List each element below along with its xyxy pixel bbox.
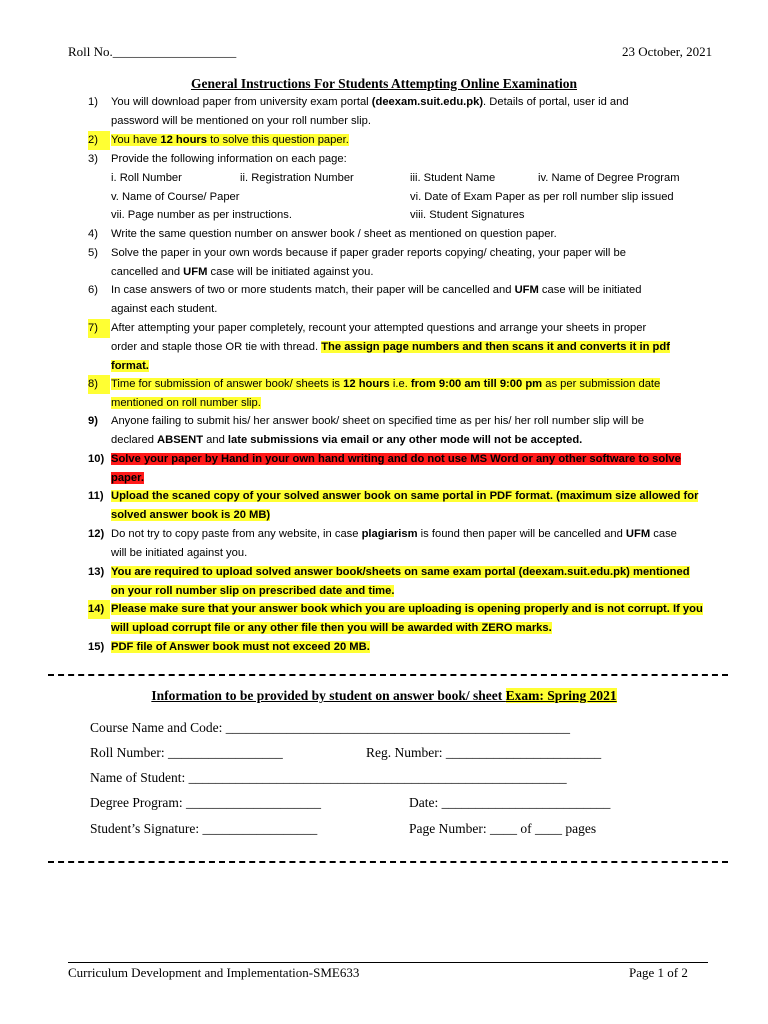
student-name-field[interactable]: Name of Student: ________________________________________________________ (90, 770, 567, 785)
info-title-text: Information to be provided by student on answer book/ sheet (151, 688, 506, 703)
text: You will download paper from university exam portal (111, 96, 372, 108)
degree-program-field[interactable]: Degree Program: ____________________ (90, 795, 321, 810)
text: ABSENT (157, 433, 204, 446)
page-number-field[interactable]: Page Number: ____ of ____ pages (409, 821, 597, 836)
text: UFM (183, 265, 208, 278)
dashed-separator (48, 674, 728, 676)
text: mentioned on roll number slip. (111, 396, 261, 409)
instruction-number: 6) (88, 284, 98, 296)
text: Time for submission of answer book/ sheets is (111, 378, 344, 390)
dashed-separator (48, 861, 728, 863)
text: cancelled and (111, 265, 184, 278)
grid-item: ii. Registration Number (240, 171, 354, 184)
text: solved answer book is 20 MB) (111, 508, 271, 521)
text: password will be mentioned on your roll number slip. (111, 114, 371, 127)
text: In case answers of two or more students match, their paper will be cancelled and (111, 284, 515, 296)
grid-item: vi. Date of Exam Paper as per roll number slip issued (410, 190, 674, 203)
instruction-number: 13) (88, 566, 105, 578)
text: declared (111, 433, 158, 446)
footer-rule (68, 962, 708, 963)
text: case will be initiated against you. (207, 265, 374, 278)
text: on your roll number slip on prescribed date and time. (111, 584, 395, 597)
date-field[interactable]: Date: _________________________ (409, 795, 611, 810)
grid-item: viii. Student Signatures (410, 209, 525, 222)
text: After attempting your paper completely, recount your attempted questions and arrange your sheets in proper (111, 322, 647, 334)
document-date: 23 October, 2021 (622, 44, 713, 59)
grid-item: i. Roll Number (111, 171, 182, 184)
text: as per submission date (542, 378, 661, 390)
document-title: General Instructions For Students Attempting Online Examination (190, 76, 578, 91)
grid-item: iv. Name of Degree Program (538, 171, 680, 184)
text: order and staple those OR tie with thread. (111, 340, 322, 353)
instruction-number: 1) (88, 96, 98, 108)
text: i.e. (389, 378, 411, 390)
instruction-number: 9) (88, 415, 98, 427)
text: Please make sure that your answer book which you are uploading is opening properly and is not corrupt. If you (111, 603, 703, 615)
signature-field[interactable]: Student’s Signature: _________________ (90, 821, 318, 836)
portal-url: (deexam.suit.edu.pk) (371, 96, 484, 108)
text: to solve this question paper. (207, 134, 349, 146)
text: UFM (625, 528, 651, 540)
course-name-field[interactable]: Course Name and Code: ___________________________________________________ (90, 720, 570, 735)
text: Anyone failing to submit his/ her answer book/ sheet on specified time as per his/ her roll number slip will be (111, 415, 644, 427)
instruction-number: 8) (88, 375, 110, 394)
text: 12 hours (343, 378, 390, 390)
text: will be initiated against you. (111, 546, 248, 559)
text: will upload corrupt file or any other file then you will be awarded with ZERO marks. (111, 621, 552, 634)
text: PDF file of Answer book must not exceed 20 MB. (111, 641, 370, 653)
instruction-number: 12) (88, 528, 105, 540)
instruction-number: 11) (88, 490, 104, 502)
roll-number-field[interactable]: Roll Number: _________________ (90, 745, 283, 760)
text: case will be initiated (538, 284, 642, 296)
text: 12 hours (160, 134, 207, 146)
text: Solve your paper by Hand in your own hand writing and do not use MS Word or any other software to solve (111, 453, 681, 465)
grid-item: v. Name of Course/ Paper (111, 190, 240, 203)
text: case (650, 528, 677, 540)
grid-item: vii. Page number as per instructions. (111, 209, 292, 222)
roll-number-line: Roll No.___________________ (68, 44, 237, 59)
text: from 9:00 am till 9:00 pm (410, 378, 543, 390)
text: and (203, 433, 228, 446)
instruction-number: 2) (88, 131, 110, 150)
text: Provide the following information on each page: (111, 153, 347, 165)
exam-label: Exam: Spring 2021 (505, 688, 617, 703)
text: You are required to upload solved answer book/sheets on same exam portal (deexam.suit.edu.pk) mentioned (111, 566, 690, 578)
text: format. (111, 359, 149, 372)
text: UFM (514, 284, 539, 296)
text: against each student. (111, 302, 218, 315)
footer-page-number: Page 1 of 2 (629, 965, 688, 980)
text: . Details of portal, user id and (483, 96, 629, 108)
instruction-number: 10) (88, 453, 105, 465)
text: Solve the paper in your own words because if paper grader reports copying/ cheating, your paper will be (111, 247, 626, 259)
grid-item: iii. Student Name (410, 171, 496, 184)
instruction-number: 7) (88, 319, 110, 338)
footer-course: Curriculum Development and Implementation-SME633 (68, 965, 360, 980)
instruction-number: 15) (88, 641, 105, 653)
instruction-number: 14) (88, 600, 110, 619)
instruction-number: 4) (88, 228, 98, 240)
text: Write the same question number on answer book / sheet as mentioned on question paper. (111, 228, 557, 240)
text: You have (111, 134, 161, 146)
instruction-number: 5) (88, 247, 98, 259)
text: plagiarism (361, 528, 418, 540)
text: paper. (111, 471, 144, 484)
text: Upload the scaned copy of your solved answer book on same portal in PDF format. (maximum size allowed for (111, 490, 699, 502)
info-section-title (0, 688, 768, 704)
text: is found then paper will be cancelled and (417, 528, 626, 540)
reg-number-field[interactable]: Reg. Number: _______________________ (366, 745, 602, 760)
instruction-number: 3) (88, 153, 98, 165)
text: Do not try to copy paste from any website, in case (111, 528, 362, 540)
text: late submissions via email or any other mode will not be accepted. (227, 433, 583, 446)
text: The assign page numbers and then scans it and converts it in pdf (321, 340, 670, 353)
